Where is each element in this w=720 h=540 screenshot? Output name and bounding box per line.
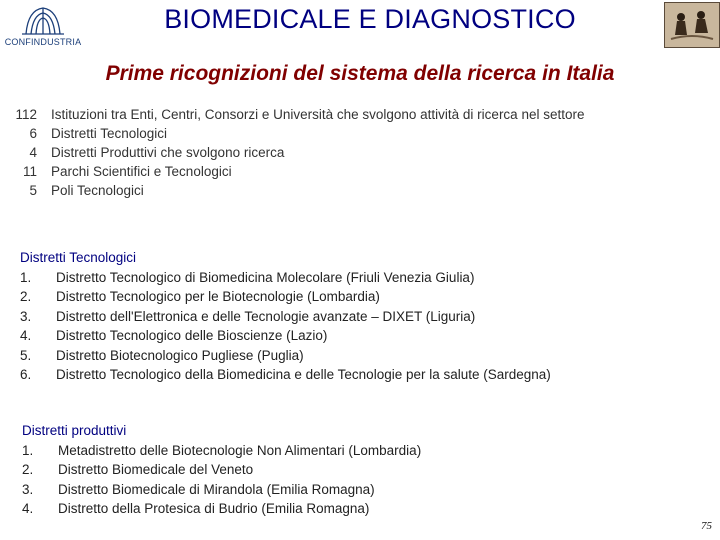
stat-row [4, 162, 654, 181]
section-title: Distretti Tecnologici [20, 250, 137, 265]
list-item [20, 365, 710, 385]
item-text: Metadistretto delle Biotecnologie Non Alimentari (Lombardia) [58, 442, 422, 458]
decorative-photo [664, 2, 720, 48]
item-text: Distretto Biotecnologico Pugliese (Puglia) [56, 347, 304, 363]
item-number: 4. [22, 501, 34, 516]
list-item [22, 499, 712, 519]
list-item [20, 307, 710, 327]
stat-label: Poli Tecnologici [51, 183, 144, 198]
confindustria-logo [2, 4, 84, 48]
page-subtitle: Prime ricognizioni del sistema della ricerca in Italia [105, 62, 615, 85]
page-title: BIOMEDICALE E DIAGNOSTICO [164, 4, 576, 34]
item-number: 2. [20, 289, 32, 304]
item-number: 1. [22, 442, 34, 458]
list-item [22, 441, 712, 461]
item-text: Distretto della Protesica di Budrio (Emilia Romagna) [58, 501, 370, 516]
item-number: 3. [22, 481, 34, 497]
item-number: 6. [20, 367, 32, 382]
item-text: Distretto Biomedicale di Mirandola (Emilia Romagna) [58, 481, 375, 497]
stat-row [4, 124, 654, 143]
item-number: 4. [20, 328, 32, 343]
page-number: 75 [701, 520, 712, 532]
tech-districts-section [20, 248, 710, 385]
item-number: 1. [20, 269, 32, 285]
prod-districts-section [22, 421, 712, 519]
stat-row [4, 105, 654, 124]
item-number: 2. [22, 462, 34, 477]
stat-count: 11 [22, 164, 37, 179]
stat-count: 4 [29, 145, 37, 160]
stat-row [4, 143, 654, 162]
item-text: Distretto Tecnologico per le Biotecnologie (Lombardia) [56, 289, 380, 304]
stat-label: Istituzioni tra Enti, Centri, Consorzi e Università che svolgono attività di ricerca nel settore [51, 107, 585, 122]
list-item [20, 268, 710, 288]
item-text: Distretto Biomedicale del Veneto [58, 462, 254, 477]
logo-emblem-icon [2, 4, 84, 38]
list-item [20, 346, 710, 366]
stat-count: 6 [29, 126, 37, 141]
stat-label: Distretti Produttivi che svolgono ricerca [51, 145, 285, 160]
item-number: 5. [20, 347, 32, 363]
stat-count: 5 [29, 183, 37, 198]
list-item [20, 326, 710, 346]
list-item [22, 480, 712, 500]
stat-count: 112 [15, 107, 37, 122]
stat-label: Distretti Tecnologici [51, 126, 168, 141]
stat-label: Parchi Scientifici e Tecnologici [51, 164, 232, 179]
item-text: Distretto Tecnologico delle Bioscienze (Lazio) [56, 328, 328, 343]
section-title: Distretti produttivi [22, 423, 127, 438]
item-number: 3. [20, 308, 32, 324]
research-stats-list [4, 105, 654, 200]
stat-row [4, 181, 654, 200]
item-text: Distretto Tecnologico di Biomedicina Molecolare (Friuli Venezia Giulia) [56, 269, 475, 285]
figures-photo-icon [665, 3, 719, 47]
list-item [20, 287, 710, 307]
item-text: Distretto Tecnologico della Biomedicina e delle Tecnologie per la salute (Sardegna) [56, 367, 551, 382]
logo-text: CONFINDUSTRIA [4, 37, 82, 47]
item-text: Distretto dell'Elettronica e delle Tecnologie avanzate – DIXET (Liguria) [56, 308, 476, 324]
list-item [22, 460, 712, 480]
